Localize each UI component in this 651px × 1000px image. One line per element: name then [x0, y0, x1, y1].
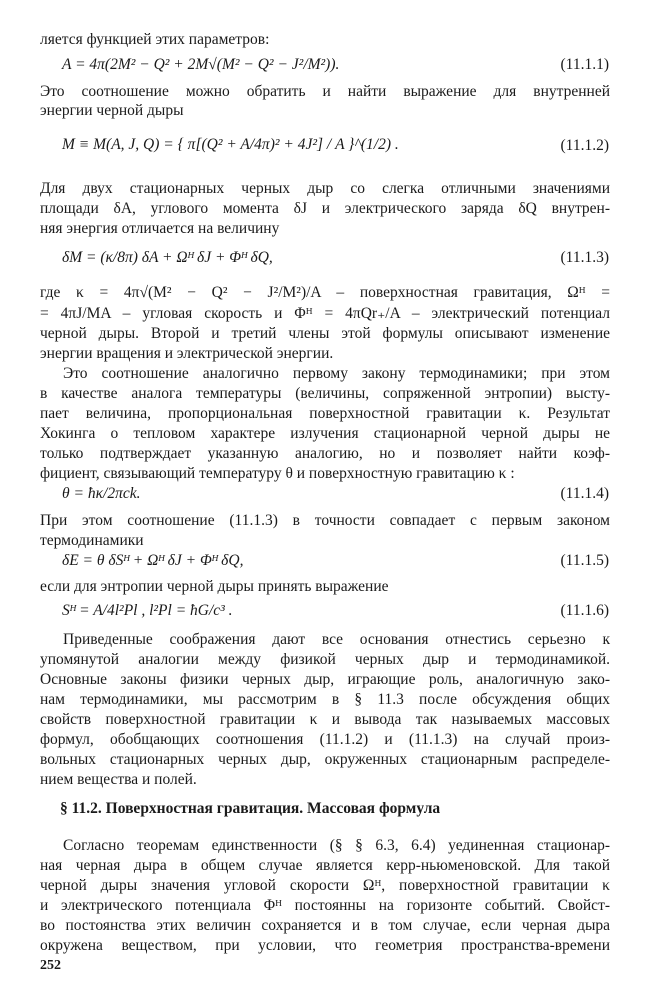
equation-text: θ = ħκ/2πck. — [62, 485, 141, 502]
text-line: пает величина, пропорциональная поверхностной гравитации κ. Результат — [40, 405, 610, 422]
equation-11-1-2 — [62, 135, 399, 155]
text-line: Основные законы физики черных дыр, играющие роль, аналогичную зако- — [40, 671, 610, 688]
equation-11-1-3 — [62, 248, 273, 268]
page-number: 252 — [40, 958, 61, 973]
equation-text: A = 4π(2M² − Q² + 2M√(M² − Q² − J²/M²)). — [62, 56, 340, 73]
text-line: энергии черной дыры — [40, 102, 184, 119]
text-line: нам термодинамики, мы рассмотрим в § 11.3 после обсуждения общих — [40, 691, 610, 708]
text-line: = 4πJ/MA – угловая скорость и Φᴴ = 4πQr₊/A – электрический потенциал — [40, 305, 610, 322]
text-line: При этом соотношение (11.1.3) в точности совпадает с первым законом — [40, 512, 610, 529]
text-line: в качестве аналога температуры (величины, сопряженной энтропии) высту- — [40, 385, 610, 402]
text-line: Согласно теоремам единственности (§ § 6.3, 6.4) уединенная стационар- — [63, 837, 610, 854]
equation-number: (11.1.2) — [560, 137, 609, 154]
equation-text: δM = (κ/8π) δA + Ωᴴ δJ + Φᴴ δQ, — [62, 249, 273, 266]
equation-number: (11.1.3) — [560, 249, 609, 266]
text-line: окружена веществом, при условии, что геометрия пространства-времени — [40, 937, 610, 954]
equation-11-1-6 — [62, 601, 233, 621]
text-line: площади δA, углового момента δJ и электрического заряда δQ внутрен- — [40, 200, 610, 217]
text-line: ляется функцией этих параметров: — [40, 31, 270, 48]
text-line: и электрического потенциала Φᴴ постоянны на горизонте событий. Свойст- — [40, 897, 610, 914]
equation-number: (11.1.1) — [560, 56, 609, 73]
text-line: фициент, связывающий температуру θ и поверхностную гравитацию κ : — [40, 465, 515, 482]
equation-number: (11.1.6) — [560, 602, 609, 619]
equation-number: (11.1.4) — [560, 485, 609, 502]
text-line: во постоянства этих величин сохраняется и в том случае, если черная дыра — [40, 917, 610, 934]
text-line: только подтверждает указанную аналогию, но и позволяет найти коэф- — [40, 445, 610, 462]
text-line: упомянутой аналогии между физикой черных дыр и термодинамикой. — [40, 651, 610, 668]
equation-number: (11.1.5) — [560, 552, 609, 569]
equation-11-1-4 — [62, 484, 140, 504]
text-line: если для энтропии черной дыры принять выражение — [40, 578, 389, 595]
text-line: черной дыры значения угловой скорости Ωᴴ, поверхностной гравитации κ — [40, 877, 610, 894]
equation-text: M ≡ M(A, J, Q) = { π[(Q² + A/4π)² + 4J²] / A }^(1/2) . — [62, 136, 399, 153]
text-line: ная черная дыра в общем случае является керр-ньюменовской. Для такой — [40, 857, 610, 874]
text-line: вольных стационарных черных дыр, окруженных стационарным распределе- — [40, 751, 610, 768]
text-line: Для двух стационарных черных дыр со слегка отличными значениями — [40, 180, 610, 197]
equation-text: δE = θ δSᴴ + Ωᴴ δJ + Φᴴ δQ, — [62, 552, 244, 569]
text-line: энергии вращения и электрической энергии. — [40, 345, 334, 362]
where-line: где κ = 4π√(M² − Q² − J²/M²)/A – поверхностная гравитация, Ωᴴ = — [40, 284, 610, 301]
text-line: черной дыры. Второй и третий члены этой формулы описывают изменение — [40, 325, 610, 342]
text-line: няя энергия отличается на величину — [40, 220, 280, 237]
equation-text: Sᴴ = A/4l²Pl , l²Pl = ħG/c³ . — [62, 602, 233, 619]
text-line: свойств поверхностной гравитации κ и вывода так называемых массовых — [40, 711, 610, 728]
text-line: Это соотношение аналогично первому закону термодинамики; при этом — [63, 365, 610, 382]
text-line: нием вещества и полей. — [40, 771, 197, 788]
text-line: термодинамики — [40, 532, 144, 549]
text-line: Хокинга о тепловом характере излучения стационарной черной дыры не — [40, 425, 610, 442]
text-line: Это соотношение можно обратить и найти выражение для внутренней — [40, 83, 610, 100]
text-line: формул, обобщающих соотношения (11.1.2) и (11.1.3) на случай произ- — [40, 731, 610, 748]
equation-11-1-1 — [62, 55, 339, 75]
text-line: Приведенные соображения дают все основания отнестись серьезно к — [63, 631, 610, 648]
equation-11-1-5 — [62, 551, 243, 571]
section-heading: § 11.2. Поверхностная гравитация. Массовая формула — [60, 800, 441, 817]
